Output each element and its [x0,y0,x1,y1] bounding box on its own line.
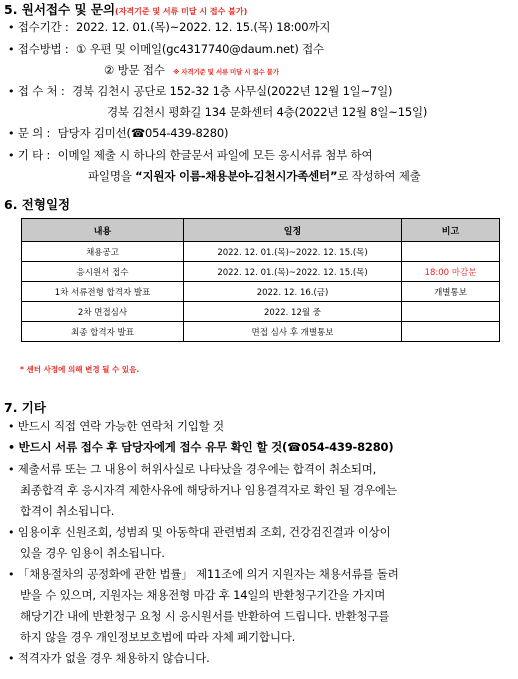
section6-title: 6. 전형일정 [4,197,71,212]
bullet-icon: • [8,568,15,581]
header-note: 비고 [402,219,500,242]
item2-line [8,439,393,455]
item5-text-1: 「채용절차의 공정화에 관한 법률」 제11조에 의거 지원자는 채용서류를 돌려 [17,567,399,581]
item5-text-2: 받을 수 있으며, 지원자는 채용전형 마감 후 14일의 반환청구기간을 가지며 [20,588,386,602]
bullet-icon: • [8,21,15,34]
row-schedule: 2022. 12. 01.(목)~2022. 12. 15.(목) [184,242,402,262]
other-2c: 로 작성하여 제출 [337,169,421,183]
row-schedule: 2022. 12. 16.(금) [184,282,402,302]
other-1: 이메일 제출 시 하나의 한글문서 파일에 모든 응시서류 첨부 하여 [57,148,373,162]
schedule-footnote: * 센터 사정에 의해 변경 될 수 있음. [20,365,140,374]
contact-line [8,125,228,141]
contact-label: 문 의 : [17,126,51,140]
item4-text-1: 임용이후 신원조회, 성범죄 및 아동학대 관련범죄 조회, 건강검진결과 이상이 [17,525,391,539]
item6-line [8,650,210,666]
method-2: ② 방문 접수 [104,63,165,77]
schedule-table [21,218,500,342]
other-label: 기 타 : [17,148,51,162]
row-note [402,302,500,322]
bullet-icon: • [8,127,15,140]
method-2-note: ※ 자격기준 및 서류 미달 시 접수 불가 [173,68,279,76]
row-content: 2차 면접심사 [22,302,184,322]
period-value: 2022. 12. 01.(목)~2022. 12. 15.(목) 18:00까지 [76,20,331,34]
section5-title [4,0,247,18]
item5-line [8,566,399,582]
place-line [8,83,392,99]
table-row [22,242,500,262]
other-line-2 [88,168,421,184]
bullet-icon: • [8,441,15,454]
table-row [22,282,500,302]
item3-text-3: 합격이 취소됩니다. [20,504,115,518]
row-content: 최종 합격자 발표 [22,322,184,342]
item4-text-2: 있을 경우 임용이 취소됩니다. [20,546,165,560]
contact-value: 담당자 김미선(☎054-439-8280) [57,126,229,140]
row-content: 채용공고 [22,242,184,262]
item4-line [8,524,391,540]
row-schedule: 2022. 12. 01.(목)~2022. 12. 15.(목) [184,262,402,282]
method-line-2 [104,62,279,78]
header-schedule: 일정 [184,219,402,242]
method-label: 접수방법 : [17,42,69,56]
bullet-icon: • [8,85,15,98]
table-row [22,322,500,342]
section7-title: 7. 기타 [4,400,46,415]
place-2: 경북 김천시 평화길 134 문화센터 4층(2022년 12월 8일~15일) [107,105,428,119]
row-note [402,322,500,342]
bullet-icon: • [8,652,15,665]
method-line [8,41,324,57]
period-label: 접수기간 : [17,20,69,34]
item6-text: 적격자가 없을 경우 채용하지 않습니다. [17,651,210,665]
row-schedule: 면접 심사 후 개별통보 [184,322,402,342]
bullet-icon: • [8,149,15,162]
item3-line [8,461,376,477]
method-1: ① 우편 및 이메일(gc4317740@daum.net) 접수 [76,42,324,56]
item5-text-4: 하지 않을 경우 개인정보보호법에 따라 자체 폐기합니다. [20,630,296,644]
other-line [8,147,372,163]
row-note [402,242,500,262]
table-row [22,262,500,282]
other-2a: 파일명을 [88,169,136,183]
bullet-icon: • [8,526,15,539]
item1-line [8,418,224,434]
place-label: 접 수 처 : [17,84,65,98]
bullet-icon: • [8,43,15,56]
bullet-icon: • [8,463,15,476]
row-content: 1차 서류전형 합격자 발표 [22,282,184,302]
item5-text-3: 해당기간 내에 반환청구 요청 시 응시원서를 반환하여 드립니다. 반환청구를 [20,609,390,623]
table-row [22,302,500,322]
section5-title-note: (자격기준 및 서류 미달 시 접수 불가) [115,7,248,16]
item3-text-2: 최종합격 후 응시자격 제한사유에 해당하거나 임용결격자로 확인 될 경우에는 [20,483,397,497]
header-content: 내용 [22,219,184,242]
table-header-row [22,219,500,242]
place-1: 경북 김천시 공단로 152-32 1층 사무실(2022년 12월 1일~7일) [72,84,393,98]
section5-title-text: 5. 원서접수 및 문의 [4,2,116,17]
row-content: 응시원서 접수 [22,262,184,282]
period-line [8,19,330,35]
row-schedule: 2022. 12월 중 [184,302,402,322]
item1-text: 반드시 직접 연락 가능한 연락처 기입할 것 [17,419,224,433]
bullet-icon: • [8,420,15,433]
item2-text: 반드시 서류 접수 후 담당자에게 접수 유무 확인 할 것(☎054-439-8280) [18,440,394,454]
row-note: 18:00 마감분 [402,262,500,282]
item3-text-1: 제출서류 또는 그 내용이 허위사실로 나타났을 경우에는 합격이 취소되며, [17,462,377,476]
other-2b: “지원자 이름-채용분야-김천시가족센터” [135,169,338,183]
row-note: 개별통보 [402,282,500,302]
